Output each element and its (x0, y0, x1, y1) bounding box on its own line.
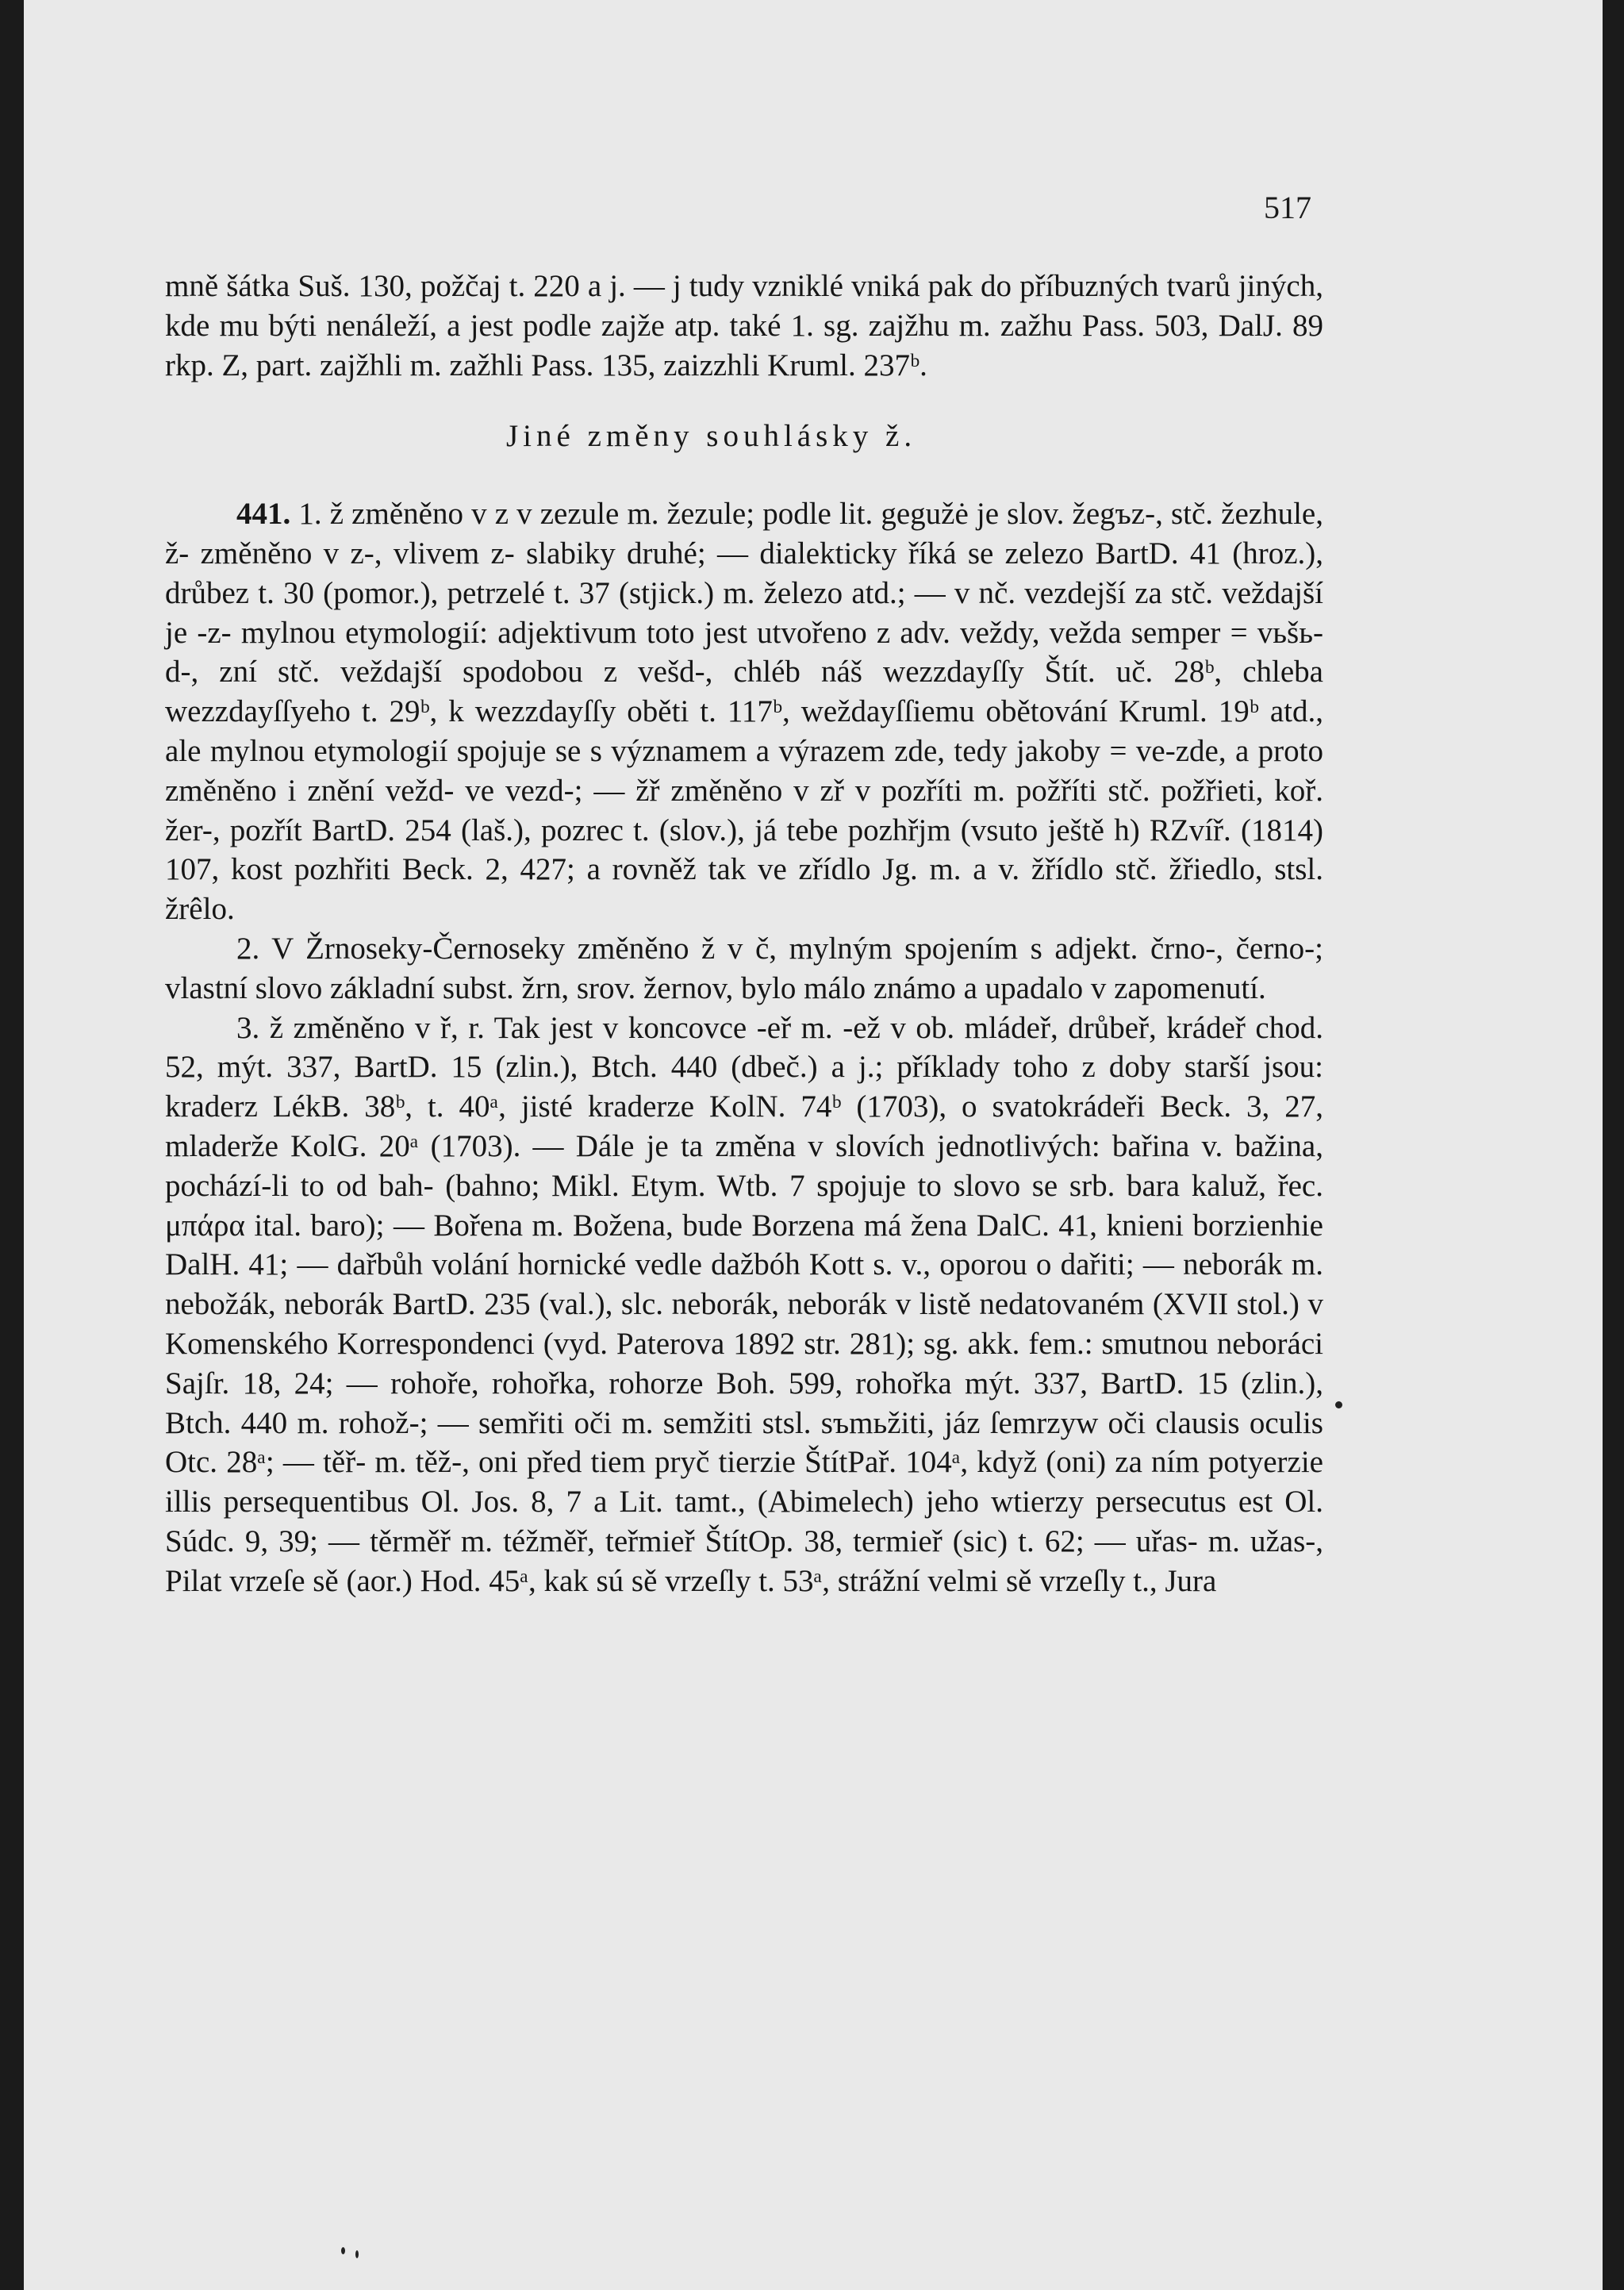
paragraph-441-1-text: 1. ž změněno v z v zezule m. žezule; podle lit. gegužė je slov. žegъz-, stč. žezhule, ž- změněno v z-, vlivem z- slabiky druhé; — dialekticky říká se zelezo BartD. 41 (hroz.), drůbez t. 30 (pomor.), petrzelé t. 37 (stjick.) m. železo atd.; — v nč. vezdejší za stč. veždajší je -z- mylnou etymologií: adjektivum toto jest utvořeno z adv. vеždy, vežda semper = vьšь-d-, zní stč. veždajší spodobou z vešd-, chléb náš wezzdayſſy Štít. uč. 28ᵇ, chleba wezzdayſſyeho t. 29ᵇ, k wezzdayſſy oběti t. 117ᵇ, weždayſſiemu obětování Kruml. 19ᵇ atd., ale mylnou etymologií spojuje se s významem a výrazem zde, tedy jakoby = ve-zde, a proto změněno i znění vežd- ve vezd-; — žř změněno v zř v pozříti m. požříti stč. požřieti, koř. žer-, pozřít BartD. 254 (laš.), pozrec t. (slov.), já tebe pozhřjm (vsuto ještě h) RZvíř. (1814) 107, kost pozhřiti Beck. 2, 427; a rovněž tak ve zřídlo Jg. m. a v. žřídlo stč. žřiedlo, stsl. žrêlo. (165, 497, 1323, 927)
scan-speck (341, 2247, 345, 2254)
section-number: 441. (236, 497, 291, 532)
paragraph-continuation: mně šátka Suš. 130, požčaj t. 220 a j. — j tudy vzniklé vniká pak do příbuzných tvarů jiných, kde mu býti nenáleží, a jest podle zajže atp. také 1. sg. zajžhu m. zažhu Pass. 503, DalJ. 89 rkp. Z, part. zajžhli m. zažhli Pass. 135, zaizzhli Kruml. 237ᵇ. (165, 269, 1323, 382)
margin-dot (1335, 1401, 1342, 1408)
page-number: 517 (1264, 190, 1311, 225)
book-page (24, 0, 1603, 2290)
paragraph-441-2: 2. V Žrnoseky-Černoseky změněno ž v č, mylným spojením s adjekt. črno-, černo-; vlastní slovo základní subst. žrn, srov. žernov, bylo málo známo a upadalo v zapomenutí. (165, 931, 1323, 1005)
scan-speck (355, 2250, 359, 2258)
body-text (165, 267, 1323, 1601)
paragraph-441-3: 3. ž změněno v ř, r. Tak jest v koncovce -eř m. -ež v ob. mládeř, drůbeř, krádeř chod. 52, mýt. 337, BartD. 15 (zlin.), Btch. 440 (dbeč.) a j.; příklady toho z doby starší jsou: kraderz LékB. 38ᵇ, t. 40ᵃ, jisté kraderze KolN. 74ᵇ (1703), o svatokrádeři Beck. 3, 27, mladerže KolG. 20ᵃ (1703). — Dále je ta změna v slovích jednotlivých: bařina v. bažina, pochází-li to od bah- (bahno; Mikl. Etym. Wtb. 7 spojuje to slovo se srb. bara kaluž, řec. μπάρα ital. baro); — Bořena m. Božena, bude Borzena má žena DalC. 41, knieni borzienhie DalH. 41; — dařbůh volání hornické vedle dažbóh Kott s. v., oporou o dařiti; — neborák m. nebožák, neborák BartD. 235 (val.), slc. neborák, neborák v listě nedatovaném (XVII stol.) v Komenského Korrespondenci (vyd. Paterova 1892 str. 281); sg. akk. fem.: smutnou neboráci Sajſr. 18, 24; — rohoře, rohořka, rohorze Boh. 599, rohořka mýt. 337, BartD. 15 (zlin.), Btch. 440 m. rohož-; — semřiti oči m. semžiti stsl. sъmьžiti, jáz ſemrzyw oči clausis oculis Otc. 28ᵃ; — těř- m. těž-, oni před tiem pryč tierzie ŠtítPař. 104ᵃ, když (oni) za ním potyerzie illis persequentibus Ol. Jos. 8, 7 a Lit. tamt., (Abimelech) jeho wtierzy persecutus est Ol. Súdc. 9, 39; — těrměř m. téžměř, teřmieř ŠtítOp. 38, termieř (sic) t. 62; — uřas- m. užas-, Pilat vrzeſe sě (aor.) Hod. 45ᵃ, kak sú sě vrzeſly t. 53ᵃ, strážní velmi sě vrzeſly t., Jura (165, 1010, 1323, 1598)
paragraph-441-1 (165, 494, 1323, 929)
section-heading: Jiné změny souhlásky ž. (506, 419, 917, 454)
